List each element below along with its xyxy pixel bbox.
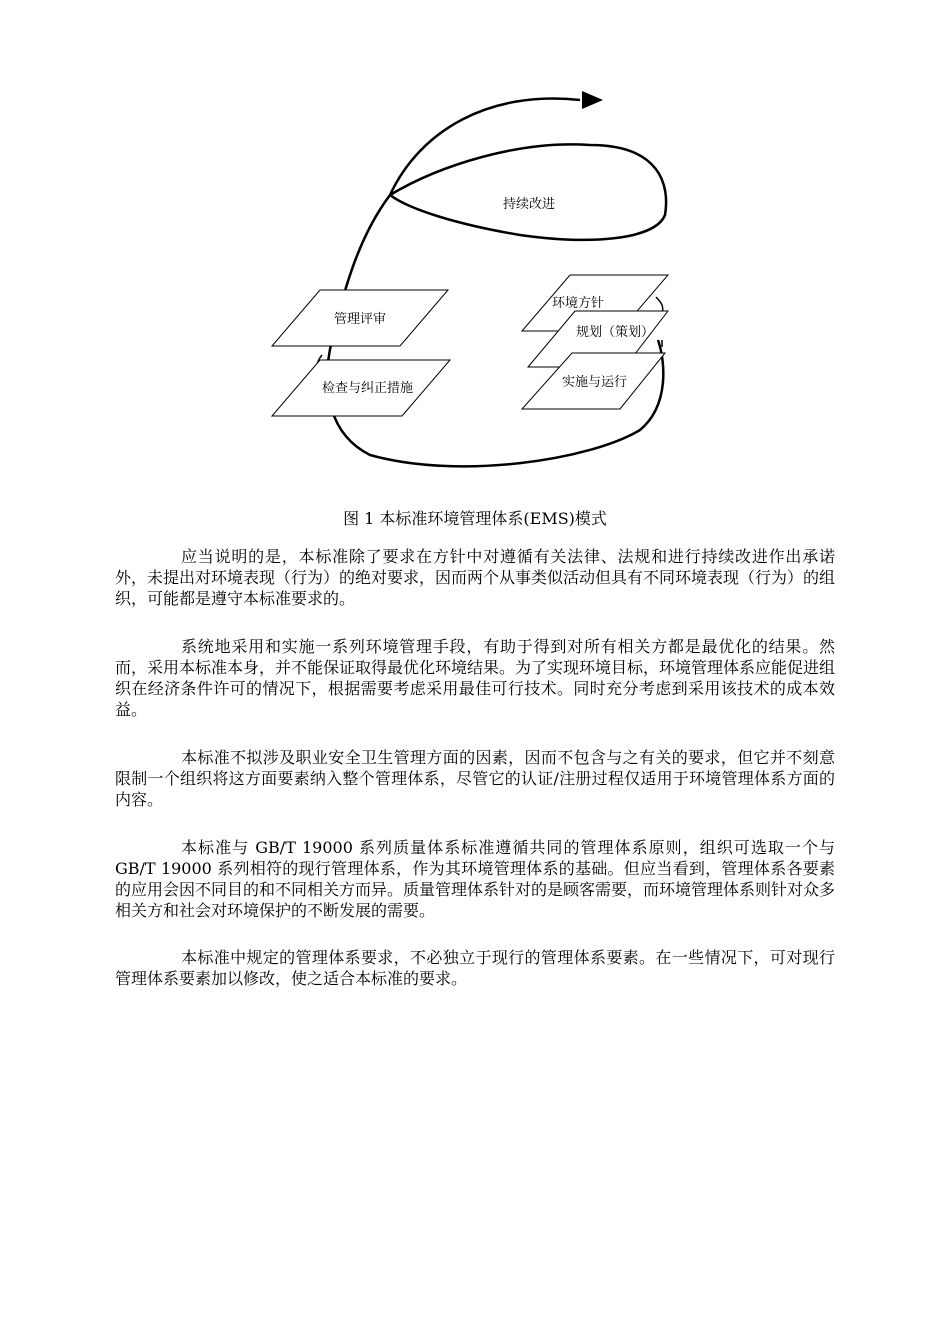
label-implementation: 实施与运行 — [562, 375, 628, 390]
label-continual-improvement: 持续改进 — [503, 197, 556, 212]
paragraph-3: 本标准不拟涉及职业安全卫生管理方面的因素，因而不包含与之有关的要求，但它并不刻意限制一个组织将这方面要素纳入整个管理体系，尽管它的认证/注册过程仅适用于环境管理体系方面的内容。 — [115, 748, 835, 809]
paragraph-2: 系统地采用和实施一系列环境管理手段，有助于得到对所有相关方都是最优化的结果。然而，采用本标准本身，并不能保证取得最优化环境结果。为了实现环境目标，环境管理体系应能促进组织在经济条件许可的情况下，根据需要考虑采用最佳可行技术。同时充分考虑到采用该技术的成本效益。 — [115, 637, 836, 719]
arrow-head — [582, 91, 603, 109]
paragraph-1: 应当说明的是，本标准除了要求在方针中对遵循有关法律、法规和进行持续改进作出承诺外，未提出对环境表现（行为）的绝对要求，因而两个从事类似活动但具有不同环境表现（行为）的组织，可能都是遵守本标准要求的。 — [115, 547, 836, 608]
ems-model-diagram — [260, 85, 690, 485]
label-planning: 规划（策划） — [576, 325, 655, 340]
figure-caption: 图 1 本标准环境管理体系(EMS)模式 — [343, 509, 607, 528]
paragraph-4: 本标准与 GB/T 19000 系列质量体系标准遵循共同的管理体系原则，组织可选取一个与 GB/T 19000 系列相符的现行管理体系，作为其环境管理体系的基础。但应当看到，管理体系各要素的应用会因不同目的和不同相关方而异。质量管理体系针对的是顾客需要，而环境管理体系则针对众多相关方和社会对环境保护的不断发展的需要。 — [115, 838, 836, 920]
ems-spiral-svg — [260, 85, 690, 485]
label-checking: 检查与纠正措施 — [322, 381, 414, 396]
paragraph-5: 本标准中规定的管理体系要求，不必独立于现行的管理体系要素。在一些情况下，可对现行管理体系要素加以修改，使之适合本标准的要求。 — [115, 948, 835, 988]
label-environmental-policy: 环境方针 — [552, 296, 605, 311]
label-management-review: 管理评审 — [334, 312, 387, 327]
